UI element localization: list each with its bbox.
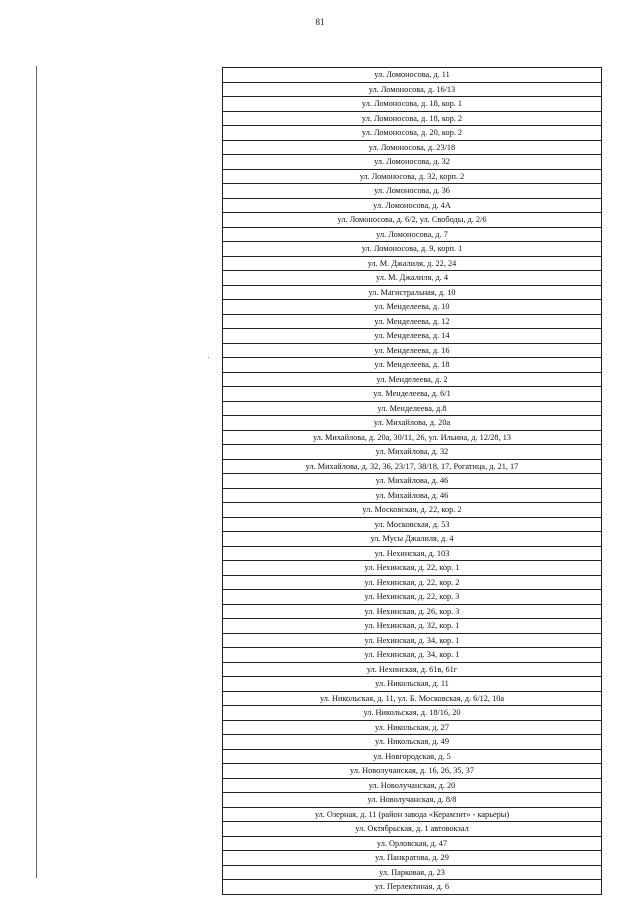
table-row: ул. Нехинская, д. 26, кор. 3 xyxy=(223,605,601,620)
table-row: ул. Менделеева, д. 16 xyxy=(223,344,601,359)
table-row: ул. Менделеева, д.8 xyxy=(223,402,601,417)
table-row: ул. Ломоносова, д. 16/13 xyxy=(223,83,601,98)
table-row: ул. Парковая, д. 23 xyxy=(223,866,601,881)
table-row: ул. Магистральная, д. 10 xyxy=(223,286,601,301)
table-row: ул. Нехинская, д. 32, кор. 1 xyxy=(223,619,601,634)
table-row: ул. Ломоносова, д. 20, кор. 2 xyxy=(223,126,601,141)
table-row: ул. Ломоносова, д. 36 xyxy=(223,184,601,199)
table-row: ул. Михайлова, д. 32, 36, 23/17, 38/18, 17, Рогатица, д. 21, 17 xyxy=(223,460,601,475)
table-row: ул. Октябрьская, д. 1 автовокзал xyxy=(223,822,601,837)
table-row: ул. Нехинская, д. 103 xyxy=(223,547,601,562)
table-row: ул. Никольская, д. 27 xyxy=(223,721,601,736)
table-row: ул. Орловская, д. 47 xyxy=(223,837,601,852)
table-row: ул. Новолучанская, д. 8/8 xyxy=(223,793,601,808)
table-row: ул. Нехинская, д. 22, кор. 2 xyxy=(223,576,601,591)
table-row: ул. Михайлова, д. 46 xyxy=(223,489,601,504)
table-row: ул. Михайлова, д. 32 xyxy=(223,445,601,460)
table-row: ул. Новгородская, д. 5 xyxy=(223,750,601,765)
table-row: ул. Перлектиная, д. 6 xyxy=(223,880,601,895)
left-margin-line xyxy=(36,66,37,878)
table-row: ул. Михайлова, д. 20а xyxy=(223,416,601,431)
table-row: ул. Менделеева, д. 14 xyxy=(223,329,601,344)
table-row: ул. Мусы Джалиля, д. 4 xyxy=(223,532,601,547)
table-row: ул. Ломоносова, д. 18, кор. 1 xyxy=(223,97,601,112)
table-row: ул. Ломоносова, д. 32, корп. 2 xyxy=(223,170,601,185)
table-row: ул. Менделеева, д. 12 xyxy=(223,315,601,330)
table-row: ул. Ломоносова, д. 6/2, ул. Свободы, д. 2/6 xyxy=(223,213,601,228)
table-row: ул. Ломоносова, д. 7 xyxy=(223,228,601,243)
table-row: ул. Менделеева, д. 10 xyxy=(223,300,601,315)
table-row: ул. Менделеева, д. 2 xyxy=(223,373,601,388)
table-row: ул. Никольская, д. 18/16, 20 xyxy=(223,706,601,721)
table-row: ул. Московская, д. 22, кор. 2 xyxy=(223,503,601,518)
table-row: ул. Менделеева, д. 18 xyxy=(223,358,601,373)
table-row: ул. Нехинская, д. 34, кор. 1 xyxy=(223,648,601,663)
page-number: 81 xyxy=(315,17,325,27)
table-row: ул. Новолучанская, д. 20 xyxy=(223,779,601,794)
table-row: ул. Нехинская, д. 22, кор. 1 xyxy=(223,561,601,576)
table-row: ул. Нехинская, д. 61в, 61г xyxy=(223,663,601,678)
table-row: ул. Нехинская, д. 22, кор. 3 xyxy=(223,590,601,605)
scan-speck xyxy=(208,357,209,358)
table-row: ул. Московская, д. 53 xyxy=(223,518,601,533)
table-row: ул. Ломоносова, д. 9, корп. 1 xyxy=(223,242,601,257)
table-row: ул. Менделеева, д. 6/1 xyxy=(223,387,601,402)
table-row: ул. Новолучанская, д. 16, 26, 35, 37 xyxy=(223,764,601,779)
table-row: ул. Ломоносова, д. 11 xyxy=(223,68,601,83)
table-row: ул. Панкратова, д. 29 xyxy=(223,851,601,866)
table-row: ул. Ломоносова, д. 18, кор. 2 xyxy=(223,112,601,127)
table-row: ул. Никольская, д. 11, ул. Б. Московская, д. 6/12, 10а xyxy=(223,692,601,707)
address-table xyxy=(222,67,602,895)
table-row: ул. Никольская, д. 11 xyxy=(223,677,601,692)
table-row: ул. Нехинская, д. 34, кор. 1 xyxy=(223,634,601,649)
table-row: ул. Озерная, д. 11 (район завода «Керамзит» - карьеры) xyxy=(223,808,601,823)
table-row: ул. М. Джалиля, д. 22, 24 xyxy=(223,257,601,272)
table-row: ул. Ломоносова, д. 4А xyxy=(223,199,601,214)
table-row: ул. М. Джалиля, д. 4 xyxy=(223,271,601,286)
table-row: ул. Михайлова, д. 46 xyxy=(223,474,601,489)
table-row: ул. Михайлова, д. 20а, 30/11, 26, ул. Ильина, д. 12/28, 13 xyxy=(223,431,601,446)
table-row: ул. Ломоносова, д. 23/18 xyxy=(223,141,601,156)
table-row: ул. Никольская, д. 49 xyxy=(223,735,601,750)
table-row: ул. Ломоносова, д. 32 xyxy=(223,155,601,170)
